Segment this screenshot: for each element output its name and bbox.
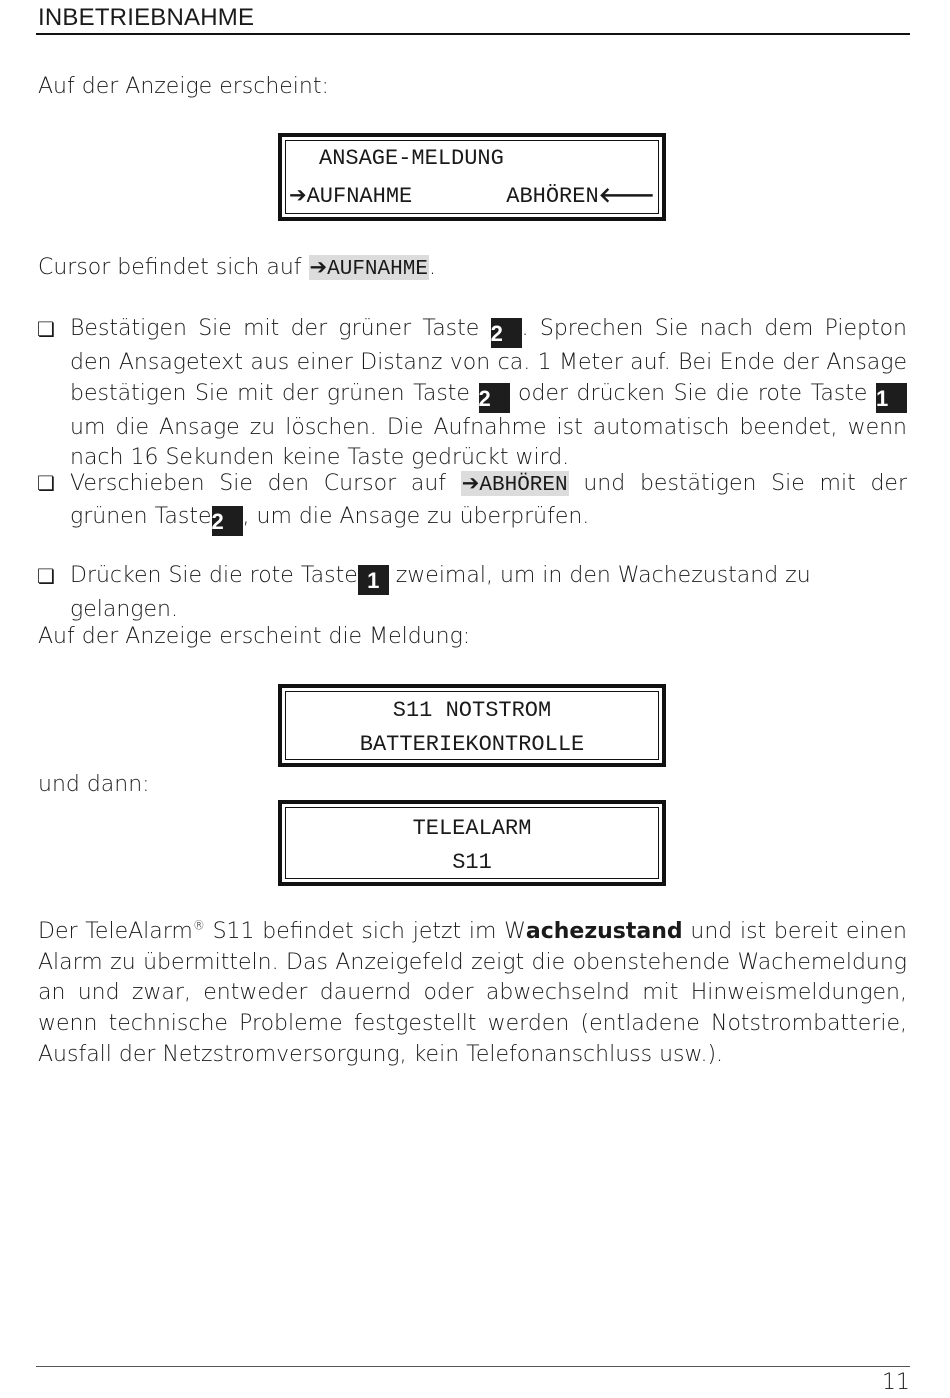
display-screen <box>285 140 659 214</box>
arrow-right-icon: ➔ <box>309 255 328 279</box>
bullet3-text-1: Drücken Sie die rote Taste <box>70 563 358 588</box>
display-notstrom <box>278 684 666 767</box>
arrow-right-icon: ➔ <box>289 183 307 207</box>
page-number: 11 <box>882 1370 910 1395</box>
header-divider <box>36 33 910 35</box>
checkbox-bullet-icon: ❏ <box>37 317 55 341</box>
checkbox-bullet-icon: ❏ <box>37 564 55 588</box>
abhoeren-highlight <box>461 471 569 496</box>
and-then-text: und dann: <box>38 772 150 797</box>
red-key-1-icon: 1 <box>358 565 389 595</box>
final-bold-text: achezustand <box>525 919 683 944</box>
final-text-3: und ist bereit einen Alarm zu übermitteln. Das Anzeigefeld zeigt die obenstehende Wachemeldung an und zwar, entweder dauernd oder abwechselnd mit Hinweismeldungen, wenn technische Probleme festgestellt werden (entladene Notstrombatterie, Ausfall der Netzstromversorgung, kein Telefonanschluss usw.). <box>38 919 907 1067</box>
display-line-2 <box>286 177 658 215</box>
cursor-text-suffix: . <box>428 255 436 280</box>
section-title: INBETRIEBNAHME <box>38 4 255 31</box>
green-key-2-icon: 2 <box>479 383 510 413</box>
display-option-abhoeren <box>506 177 655 215</box>
green-key-2-icon: 2 <box>491 318 522 348</box>
footer-divider <box>36 1366 910 1367</box>
bullet2-text-2: und bestätigen Sie mit der grünen Taste <box>70 471 907 529</box>
final-text-1: Der TeleAlarm <box>38 919 193 944</box>
abhoeren-value: ABHÖREN <box>479 474 568 497</box>
green-key-2-icon: 2 <box>212 506 243 536</box>
bullet1-text-1: Bestätigen Sie mit der grüner Taste <box>70 316 491 341</box>
bullet-record-instructions <box>70 314 907 474</box>
display-option-aufnahme-label: AUFNAHME <box>306 184 413 209</box>
registered-mark: ® <box>192 918 205 933</box>
bullet3-text-2: zweimal, um in den Wachezustand zu gelangen. <box>70 563 811 622</box>
display-screen <box>285 807 659 879</box>
display-telealarm <box>278 800 666 886</box>
red-key-1-icon: 1 <box>876 383 907 413</box>
cursor-value: AUFNAHME <box>327 258 428 281</box>
bullet-standby-instructions <box>70 561 907 626</box>
bullet1-text-4: um die Ansage zu löschen. Die Aufnahme ist automatisch beendet, wenn nach 16 Sekunden keine Taste gedrückt wird. <box>70 414 907 471</box>
display-screen <box>285 691 659 760</box>
cursor-highlight <box>309 255 429 280</box>
display-line-1: ANSAGE-MELDUNG <box>319 146 504 171</box>
display-line-2: S11 <box>452 850 492 875</box>
intro-text: Auf der Anzeige erscheint: <box>38 74 329 99</box>
display-option-aufnahme <box>289 177 412 215</box>
display-ansage-meldung <box>278 133 666 221</box>
bullet1-text-2: . Sprechen Sie nach dem Piepton den Ansagetext aus einer Distanz von ca. 1 Meter auf. Bei Ende der Ansage bestätigen Sie mit der grünen Taste <box>70 316 907 406</box>
display-line-1: S11 NOTSTROM <box>392 698 552 723</box>
cursor-text <box>38 252 436 286</box>
bullet2-text-1: Verschieben Sie den Cursor auf <box>70 471 461 496</box>
bullet-playback-instructions <box>70 468 907 536</box>
cursor-text-prefix: Cursor befindet sich auf <box>38 255 309 280</box>
checkbox-bullet-icon: ❏ <box>37 471 55 495</box>
arrow-right-icon: ➔ <box>461 471 480 495</box>
bullet2-text-3: , um die Ansage zu überprüfen. <box>242 503 590 529</box>
bullet1-text-3: oder drücken Sie die rote Taste <box>509 380 876 406</box>
final-text-2: S11 befindet sich jetzt im W <box>204 919 526 944</box>
message-intro-text: Auf der Anzeige erscheint die Meldung: <box>38 624 471 649</box>
final-paragraph <box>38 917 907 1071</box>
display-line-2: BATTERIEKONTROLLE <box>359 732 585 757</box>
arrow-left-icon: 🡐 <box>598 183 655 207</box>
display-line-1: TELEALARM <box>412 816 532 841</box>
display-option-abhoeren-label: ABHÖREN <box>506 184 599 209</box>
